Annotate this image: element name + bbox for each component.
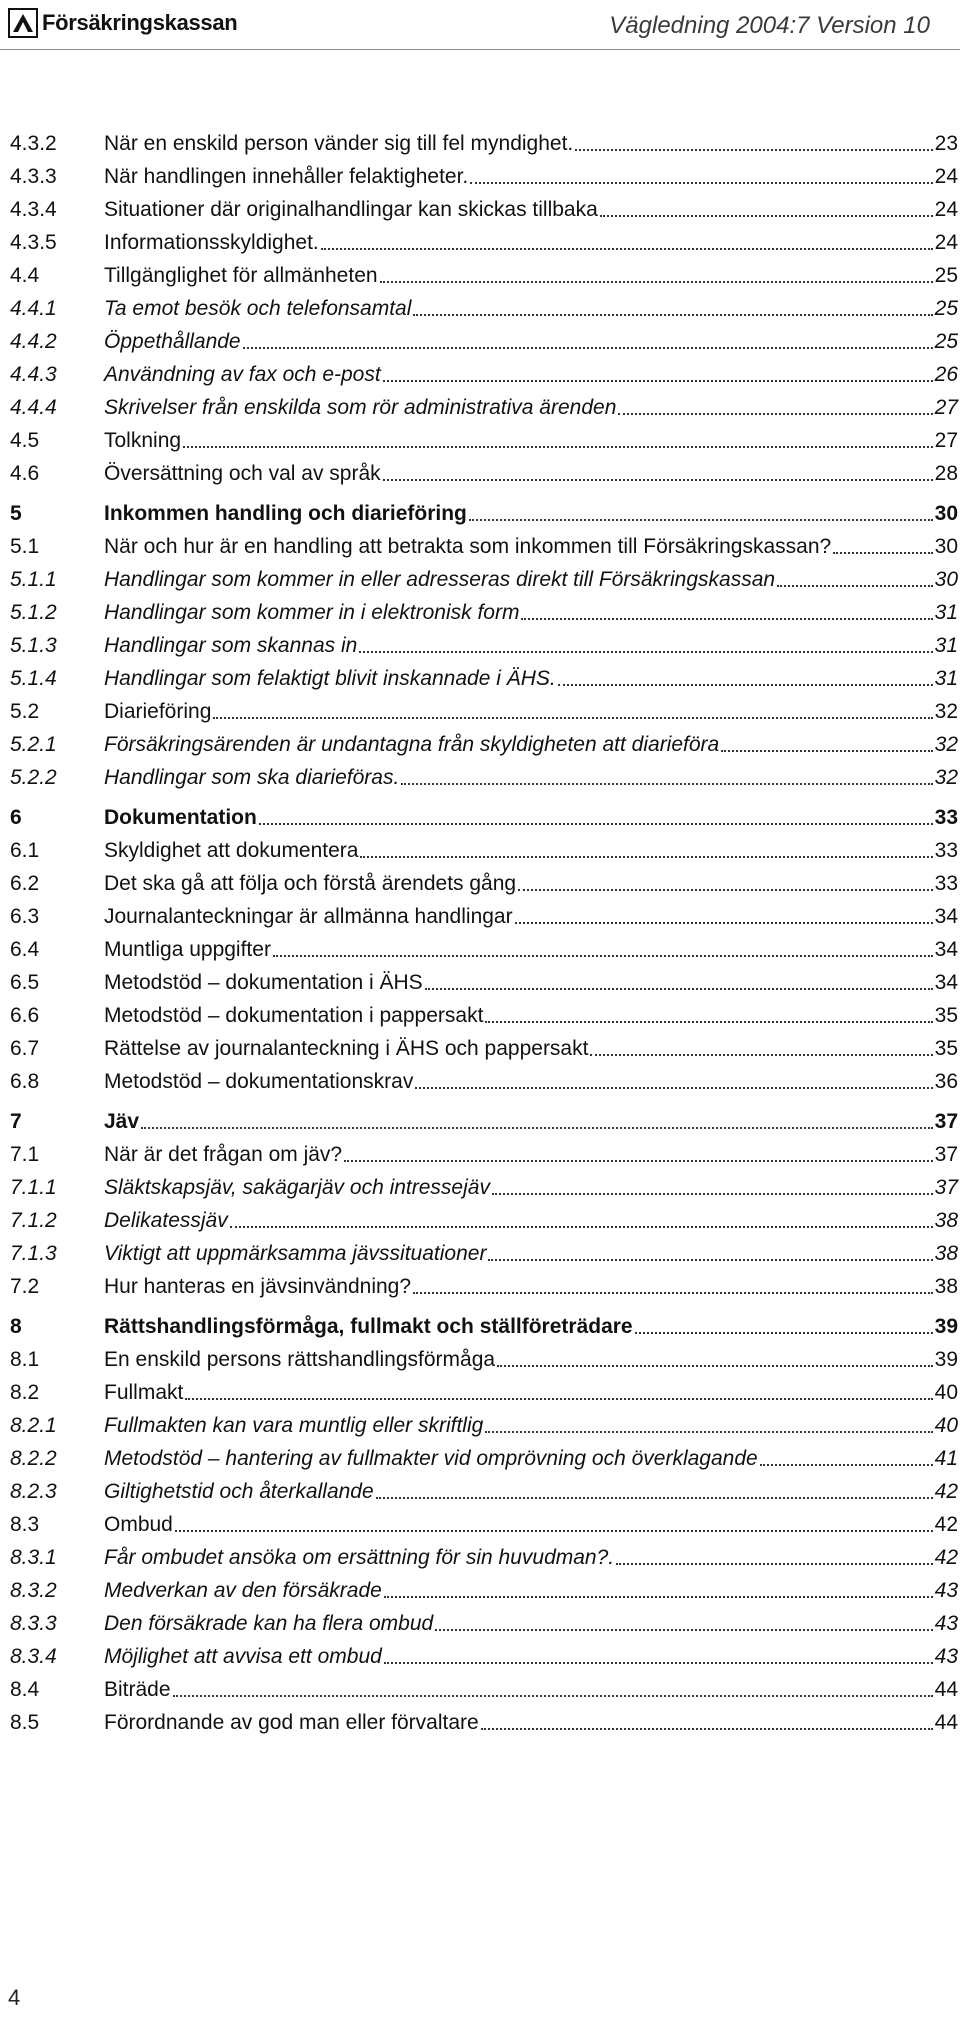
toc-entry-number: 5.2.2 xyxy=(10,766,57,789)
toc-entry-page: 30 xyxy=(934,535,958,558)
toc-entry-page: 26 xyxy=(934,363,958,386)
toc-leader-dots xyxy=(415,1086,932,1089)
toc-entry-title: En enskild persons rättshandlingsförmåga xyxy=(104,1348,496,1371)
toc-entry-title: Situationer där originalhandlingar kan skickas tillbaka xyxy=(104,198,598,221)
toc-entry-number: 4.3.5 xyxy=(10,231,57,254)
toc-entry-number: 4.5 xyxy=(10,429,40,452)
toc-entry-title: Medverkan av den försäkrade xyxy=(104,1579,382,1602)
logo-icon xyxy=(8,8,38,38)
toc-entry-body xyxy=(104,870,958,898)
toc-entry-body xyxy=(104,1273,958,1301)
toc-entry[interactable] xyxy=(10,262,958,290)
toc-entry-title: Delikatessjäv xyxy=(104,1209,228,1232)
toc-entry-page: 36 xyxy=(934,1070,958,1093)
toc-entry-page: 37 xyxy=(934,1143,958,1166)
toc-entry[interactable] xyxy=(10,599,958,627)
toc-entry-number: 8.4 xyxy=(10,1678,40,1701)
toc-entry[interactable] xyxy=(10,1174,958,1202)
toc-entry[interactable] xyxy=(10,1676,958,1704)
toc-leader-dots xyxy=(321,247,933,250)
toc-entry-title: Metodstöd – hantering av fullmakter vid omprövning och överklagande xyxy=(104,1447,758,1470)
toc-entry-number: 6.2 xyxy=(10,872,40,895)
toc-leader-dots xyxy=(600,214,933,217)
toc-entry-number: 8.2.1 xyxy=(10,1414,57,1437)
toc-entry-number: 5.1.4 xyxy=(10,667,57,690)
toc-entry-page: 34 xyxy=(934,971,958,994)
toc-leader-dots xyxy=(384,1595,933,1598)
toc-entry-number: 8 xyxy=(10,1315,22,1338)
toc-entry-number: 8.2.3 xyxy=(10,1480,57,1503)
toc-leader-dots xyxy=(401,782,932,785)
toc-entry-title: Handlingar som felaktigt blivit inskannade i ÄHS. xyxy=(104,667,556,690)
toc-entry-body xyxy=(104,1709,958,1737)
toc-leader-dots xyxy=(616,1562,933,1565)
toc-entry[interactable] xyxy=(10,427,958,455)
toc-leader-dots xyxy=(259,822,933,825)
toc-entry-title: Journalanteckningar är allmänna handlingar xyxy=(104,905,513,928)
toc-entry-title: När är det frågan om jäv? xyxy=(104,1143,343,1166)
toc-leader-dots xyxy=(590,1053,932,1056)
toc-entry-body xyxy=(104,1478,958,1506)
toc-entry-title: Förordnande av god man eller förvaltare xyxy=(104,1711,479,1734)
toc-entry[interactable] xyxy=(10,1709,958,1737)
toc-entry-title: Tillgänglighet för allmänheten xyxy=(104,264,378,287)
toc-entry[interactable] xyxy=(10,566,958,594)
toc-leader-dots xyxy=(618,412,932,415)
toc-entry[interactable] xyxy=(10,1511,958,1539)
toc-entry-title: Öppethållande xyxy=(104,330,241,353)
toc-entry-number: 4.4.1 xyxy=(10,297,57,320)
toc-entry-page: 24 xyxy=(934,165,958,188)
document-reference: Vägledning 2004:7 Version 10 xyxy=(609,12,930,39)
toc-entry-body xyxy=(104,1445,958,1473)
toc-entry-title: Giltighetstid och återkallande xyxy=(104,1480,374,1503)
toc-entry-body xyxy=(104,229,958,257)
toc-leader-dots xyxy=(635,1331,933,1334)
toc-entry-number: 5.1.2 xyxy=(10,601,57,624)
toc-leader-dots xyxy=(515,921,933,924)
toc-leader-dots xyxy=(213,716,932,719)
toc-entry-body xyxy=(104,632,958,660)
toc-entry-number: 7.2 xyxy=(10,1275,40,1298)
toc-entry-body xyxy=(104,1676,958,1704)
toc-entry-page: 37 xyxy=(934,1176,958,1199)
toc-entry-page: 33 xyxy=(934,872,958,895)
toc-entry-page: 44 xyxy=(934,1711,958,1734)
toc-entry-title: Rättelse av journalanteckning i ÄHS och pappersakt xyxy=(104,1037,589,1060)
toc-entry-body xyxy=(104,698,958,726)
toc-leader-dots xyxy=(376,1496,933,1499)
toc-entry-title: Handlingar som kommer in i elektronisk form xyxy=(104,601,520,624)
toc-entry[interactable] xyxy=(10,460,958,488)
toc-entry-number: 7 xyxy=(10,1110,22,1133)
toc-entry-body xyxy=(104,1313,958,1341)
toc-entry-title: Dokumentation xyxy=(104,806,257,829)
toc-entry[interactable] xyxy=(10,1240,958,1268)
toc-entry-title: Handlingar som kommer in eller adresseras direkt till Försäkringskassan xyxy=(104,568,776,591)
toc-entry-page: 27 xyxy=(934,429,958,452)
toc-entry-body xyxy=(104,764,958,792)
toc-leader-dots xyxy=(383,379,933,382)
toc-entry[interactable] xyxy=(10,196,958,224)
toc-entry-body xyxy=(104,460,958,488)
toc-leader-dots xyxy=(833,551,932,554)
toc-entry-title: Diarieföring xyxy=(104,700,212,723)
toc-entry-body xyxy=(104,163,958,191)
logo-text: Försäkringskassan xyxy=(42,10,238,35)
toc-leader-dots xyxy=(469,518,933,521)
toc-entry-body xyxy=(104,500,958,528)
toc-entry[interactable] xyxy=(10,1610,958,1638)
toc-entry-title: Den försäkrade kan ha flera ombud xyxy=(104,1612,434,1635)
toc-entry-title: Jäv xyxy=(104,1110,140,1133)
toc-leader-dots xyxy=(558,683,933,686)
toc-entry-body xyxy=(104,1577,958,1605)
toc-leader-dots xyxy=(380,280,933,283)
toc-entry-page: 43 xyxy=(934,1612,958,1635)
toc-entry-title: Skrivelser från enskilda som rör administrativa ärenden xyxy=(104,396,617,419)
toc-entry-page: 40 xyxy=(934,1381,958,1404)
toc-entry-title: Metodstöd – dokumentation i ÄHS xyxy=(104,971,423,994)
toc-entry-number: 5 xyxy=(10,502,22,525)
toc-entry-body xyxy=(104,295,958,323)
toc-entry-body xyxy=(104,1141,958,1169)
toc-entry-body xyxy=(104,969,958,997)
toc-entry-body xyxy=(104,731,958,759)
toc-entry-title: När handlingen innehåller felaktigheter. xyxy=(104,165,469,188)
toc-leader-dots xyxy=(485,1430,932,1433)
toc-entry-page: 24 xyxy=(934,231,958,254)
toc-entry-page: 42 xyxy=(934,1480,958,1503)
toc-entry-body xyxy=(104,328,958,356)
toc-entry-body xyxy=(104,1412,958,1440)
toc-entry[interactable] xyxy=(10,130,958,158)
toc-leader-dots xyxy=(435,1628,932,1631)
toc-entry-body xyxy=(104,1068,958,1096)
toc-entry-page: 32 xyxy=(934,766,958,789)
toc-entry-number: 4.3.3 xyxy=(10,165,57,188)
toc-entry[interactable] xyxy=(10,1478,958,1506)
toc-entry-body xyxy=(104,1174,958,1202)
toc-entry-body xyxy=(104,665,958,693)
toc-leader-dots xyxy=(488,1258,932,1261)
toc-entry-title: Får ombudet ansöka om ersättning för sin huvudman?. xyxy=(104,1546,615,1569)
toc-entry-title: Användning av fax och e-post xyxy=(104,363,381,386)
toc-entry-title: Biträde xyxy=(104,1678,171,1701)
toc-entry-page: 31 xyxy=(934,601,958,624)
toc-leader-dots xyxy=(575,148,932,151)
toc-entry-body xyxy=(104,936,958,964)
toc-chapter-entry[interactable] xyxy=(10,1108,958,1136)
toc-entry-body xyxy=(104,394,958,422)
toc-entry-page: 33 xyxy=(934,806,958,829)
toc-entry-body xyxy=(104,1511,958,1539)
toc-entry[interactable] xyxy=(10,969,958,997)
toc-entry[interactable] xyxy=(10,870,958,898)
toc-entry-number: 6.3 xyxy=(10,905,40,928)
toc-leader-dots xyxy=(470,181,932,184)
toc-leader-dots xyxy=(344,1159,933,1162)
toc-leader-dots xyxy=(384,1661,933,1664)
toc-entry-body xyxy=(104,1643,958,1671)
toc-leader-dots xyxy=(492,1192,933,1195)
toc-entry[interactable] xyxy=(10,1207,958,1235)
table-of-contents xyxy=(10,130,958,1742)
toc-entry-title: Det ska gå att följa och förstå ärendets gång xyxy=(104,872,517,895)
toc-entry-page: 39 xyxy=(934,1348,958,1371)
toc-entry-title: Hur hanteras en jävsinvändning? xyxy=(104,1275,412,1298)
toc-entry-number: 8.5 xyxy=(10,1711,40,1734)
toc-entry-body xyxy=(104,427,958,455)
toc-entry-number: 4.4.4 xyxy=(10,396,57,419)
toc-entry-number: 7.1 xyxy=(10,1143,40,1166)
toc-chapter-entry[interactable] xyxy=(10,804,958,832)
toc-chapter-entry[interactable] xyxy=(10,500,958,528)
toc-entry-page: 38 xyxy=(934,1242,958,1265)
toc-entry-body xyxy=(104,1610,958,1638)
toc-leader-dots xyxy=(359,650,932,653)
toc-entry-number: 5.2 xyxy=(10,700,40,723)
toc-entry-number: 8.3.4 xyxy=(10,1645,57,1668)
toc-entry-title: Handlingar som ska diarieföras. xyxy=(104,766,400,789)
toc-entry[interactable] xyxy=(10,764,958,792)
toc-entry-number: 7.1.3 xyxy=(10,1242,57,1265)
toc-entry-title: Metodstöd – dokumentationskrav xyxy=(104,1070,414,1093)
toc-entry-title: Fullmakten kan vara muntlig eller skriftlig xyxy=(104,1414,484,1437)
toc-entry[interactable] xyxy=(10,731,958,759)
toc-chapter-entry[interactable] xyxy=(10,1313,958,1341)
toc-entry-page: 27 xyxy=(934,396,958,419)
toc-leader-dots xyxy=(183,445,933,448)
toc-entry-body xyxy=(104,130,958,158)
toc-leader-dots xyxy=(141,1126,933,1129)
toc-entry-page: 23 xyxy=(934,132,958,155)
toc-entry-body xyxy=(104,804,958,832)
toc-entry-number: 6.5 xyxy=(10,971,40,994)
toc-entry-page: 39 xyxy=(934,1315,958,1338)
toc-entry[interactable] xyxy=(10,665,958,693)
toc-entry-number: 8.1 xyxy=(10,1348,40,1371)
toc-entry-page: 28 xyxy=(934,462,958,485)
toc-entry-title: Metodstöd – dokumentation i pappersakt xyxy=(104,1004,484,1027)
toc-entry-title: Möjlighet att avvisa ett ombud xyxy=(104,1645,382,1668)
toc-entry-body xyxy=(104,533,958,561)
toc-entry-number: 4.6 xyxy=(10,462,40,485)
toc-leader-dots xyxy=(760,1463,933,1466)
toc-entry-body xyxy=(104,1035,958,1063)
toc-leader-dots xyxy=(383,478,933,481)
toc-entry-page: 25 xyxy=(934,330,958,353)
toc-entry-page: 34 xyxy=(934,938,958,961)
toc-entry-number: 6.8 xyxy=(10,1070,40,1093)
toc-entry-number: 6 xyxy=(10,806,22,829)
toc-entry[interactable] xyxy=(10,936,958,964)
toc-entry-page: 35 xyxy=(934,1004,958,1027)
toc-entry-page: 31 xyxy=(934,634,958,657)
toc-entry[interactable] xyxy=(10,1002,958,1030)
toc-entry-title: Tolkning xyxy=(104,429,182,452)
toc-leader-dots xyxy=(425,987,933,990)
toc-entry-page: 44 xyxy=(934,1678,958,1701)
toc-entry-number: 4.3.2 xyxy=(10,132,57,155)
toc-entry-title: När och hur är en handling att betrakta som inkommen till Försäkringskassan? xyxy=(104,535,832,558)
toc-entry-page: 33 xyxy=(934,839,958,862)
toc-entry-number: 7.1.1 xyxy=(10,1176,57,1199)
toc-entry-number: 6.6 xyxy=(10,1004,40,1027)
toc-entry-number: 4.3.4 xyxy=(10,198,57,221)
toc-entry-title: Översättning och val av språk xyxy=(104,462,381,485)
toc-entry-title: Informationsskyldighet. xyxy=(104,231,319,254)
toc-entry-page: 31 xyxy=(934,667,958,690)
toc-entry-title: Släktskapsjäv, sakägarjäv och intressejäv xyxy=(104,1176,490,1199)
toc-leader-dots xyxy=(173,1694,933,1697)
toc-entry-page: 38 xyxy=(934,1209,958,1232)
toc-entry-page: 24 xyxy=(934,198,958,221)
page-number: 4 xyxy=(8,1985,21,2010)
toc-entry[interactable] xyxy=(10,1273,958,1301)
toc-entry[interactable] xyxy=(10,1412,958,1440)
toc-entry-body xyxy=(104,361,958,389)
toc-entry-body xyxy=(104,599,958,627)
toc-leader-dots xyxy=(273,954,933,957)
toc-leader-dots xyxy=(185,1397,932,1400)
toc-entry-title: När en enskild person vänder sig till fel myndighet. xyxy=(104,132,574,155)
toc-entry-page: 40 xyxy=(934,1414,958,1437)
toc-entry-body xyxy=(104,1108,958,1136)
toc-entry[interactable] xyxy=(10,1445,958,1473)
toc-entry-number: 6.4 xyxy=(10,938,40,961)
toc-entry[interactable] xyxy=(10,698,958,726)
toc-leader-dots xyxy=(481,1727,933,1730)
toc-leader-dots xyxy=(230,1225,933,1228)
toc-entry-title: Ta emot besök och telefonsamtal xyxy=(104,297,412,320)
toc-entry-page: 35 xyxy=(934,1037,958,1060)
toc-entry-title: Ombud xyxy=(104,1513,173,1536)
toc-entry[interactable] xyxy=(10,163,958,191)
toc-entry[interactable] xyxy=(10,229,958,257)
toc-entry-body xyxy=(104,196,958,224)
toc-entry[interactable] xyxy=(10,903,958,931)
toc-entry-number: 8.3 xyxy=(10,1513,40,1536)
toc-entry-number: 8.3.3 xyxy=(10,1612,57,1635)
toc-leader-dots xyxy=(518,888,933,891)
toc-entry[interactable] xyxy=(10,837,958,865)
toc-leader-dots xyxy=(175,1529,933,1532)
toc-entry-page: 43 xyxy=(934,1579,958,1602)
toc-leader-dots xyxy=(521,617,932,620)
toc-entry-title: Muntliga uppgifter xyxy=(104,938,271,961)
toc-entry[interactable] xyxy=(10,1068,958,1096)
toc-entry-number: 8.2.2 xyxy=(10,1447,57,1470)
toc-entry[interactable] xyxy=(10,1346,958,1374)
toc-leader-dots xyxy=(497,1364,933,1367)
toc-entry-title: Handlingar som skannas in xyxy=(104,634,358,657)
page-header xyxy=(0,0,960,56)
toc-entry-number: 7.1.2 xyxy=(10,1209,57,1232)
toc-entry[interactable] xyxy=(10,1643,958,1671)
toc-entry-number: 4.4 xyxy=(10,264,40,287)
toc-entry-page: 42 xyxy=(934,1513,958,1536)
toc-entry-number: 6.1 xyxy=(10,839,40,862)
toc-entry-number: 5.1.1 xyxy=(10,568,57,591)
toc-entry-page: 37 xyxy=(934,1110,958,1133)
toc-leader-dots xyxy=(243,346,933,349)
toc-entry[interactable] xyxy=(10,295,958,323)
toc-entry-number: 5.2.1 xyxy=(10,733,57,756)
toc-entry-title: Inkommen handling och diarieföring xyxy=(104,502,467,525)
toc-entry-number: 5.1 xyxy=(10,535,40,558)
toc-entry-body xyxy=(104,1544,958,1572)
toc-entry[interactable] xyxy=(10,1035,958,1063)
header-divider xyxy=(0,49,960,50)
toc-leader-dots xyxy=(485,1020,932,1023)
toc-entry-page: 30 xyxy=(934,568,958,591)
toc-entry-body xyxy=(104,1379,958,1407)
toc-leader-dots xyxy=(777,584,933,587)
toc-entry[interactable] xyxy=(10,1577,958,1605)
toc-entry-number: 4.4.3 xyxy=(10,363,57,386)
toc-entry-body xyxy=(104,1346,958,1374)
toc-entry[interactable] xyxy=(10,1379,958,1407)
toc-entry-body xyxy=(104,262,958,290)
toc-entry-page: 32 xyxy=(934,700,958,723)
toc-entry-body xyxy=(104,903,958,931)
toc-leader-dots xyxy=(413,1291,933,1294)
toc-entry[interactable] xyxy=(10,632,958,660)
toc-entry-body xyxy=(104,837,958,865)
toc-entry-page: 30 xyxy=(934,502,958,525)
toc-entry-number: 8.2 xyxy=(10,1381,40,1404)
toc-entry[interactable] xyxy=(10,1141,958,1169)
toc-entry-page: 34 xyxy=(934,905,958,928)
toc-entry-number: 5.1.3 xyxy=(10,634,57,657)
toc-leader-dots xyxy=(721,749,932,752)
toc-leader-dots xyxy=(360,855,932,858)
toc-entry-body xyxy=(104,1002,958,1030)
toc-entry-body xyxy=(104,1207,958,1235)
toc-entry-page: 25 xyxy=(934,264,958,287)
toc-entry-page: 25 xyxy=(934,297,958,320)
toc-entry-page: 38 xyxy=(934,1275,958,1298)
toc-entry[interactable] xyxy=(10,1544,958,1572)
toc-leader-dots xyxy=(413,313,932,316)
toc-entry-title: Fullmakt xyxy=(104,1381,184,1404)
toc-entry-page: 43 xyxy=(934,1645,958,1668)
logo xyxy=(8,8,237,38)
toc-entry-title: Viktigt att uppmärksamma jävssituationer xyxy=(104,1242,487,1265)
toc-entry-page: 42 xyxy=(934,1546,958,1569)
toc-entry-body xyxy=(104,566,958,594)
toc-entry-title: Skyldighet att dokumentera xyxy=(104,839,359,862)
toc-entry-number: 4.4.2 xyxy=(10,330,57,353)
toc-entry-page: 41 xyxy=(934,1447,958,1470)
toc-entry[interactable] xyxy=(10,328,958,356)
toc-entry-title: Rättshandlingsförmåga, fullmakt och ställföreträdare xyxy=(104,1315,633,1338)
toc-entry-number: 8.3.2 xyxy=(10,1579,57,1602)
toc-entry-body xyxy=(104,1240,958,1268)
toc-entry-page: 32 xyxy=(934,733,958,756)
toc-entry[interactable] xyxy=(10,394,958,422)
toc-entry[interactable] xyxy=(10,361,958,389)
toc-entry-title: Försäkringsärenden är undantagna från skyldigheten att diarieföra xyxy=(104,733,720,756)
toc-entry-number: 6.7 xyxy=(10,1037,40,1060)
toc-entry-number: 8.3.1 xyxy=(10,1546,57,1569)
toc-entry[interactable] xyxy=(10,533,958,561)
